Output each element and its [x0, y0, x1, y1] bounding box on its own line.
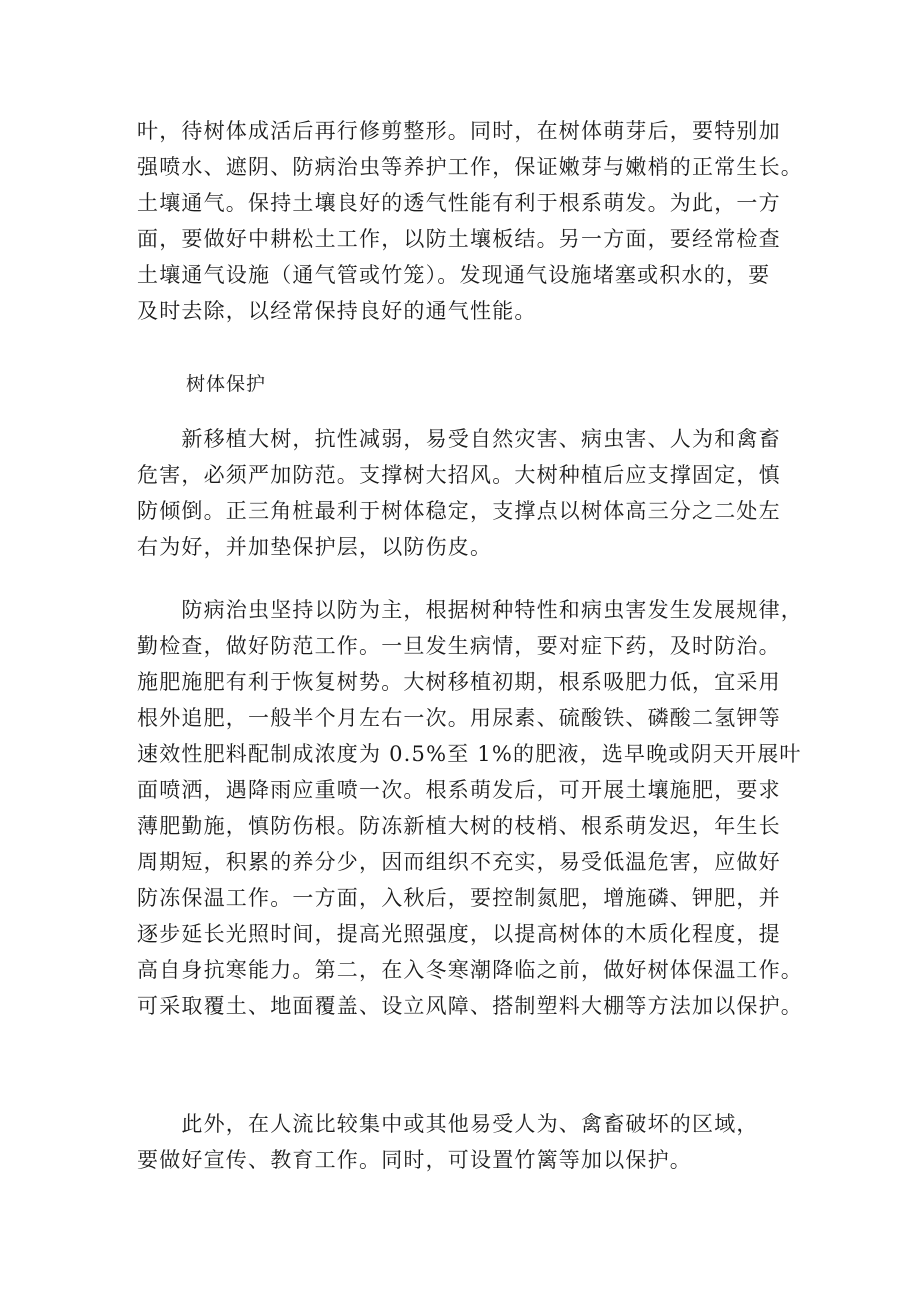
- text-line: 防冻保温工作。一方面，入秋后，要控制氮肥，增施磷、钾肥，并: [137, 886, 781, 910]
- text-line: 危害，必须严加防范。支撑树大招风。大树种植后应支撑固定，慎: [137, 463, 781, 487]
- text-line: 周期短，积累的养分少，因而组织不充实，易受低温危害，应做好: [137, 850, 781, 874]
- text-line: 可采取覆土、地面覆盖、设立风障、搭制塑料大棚等方法加以保护。: [137, 994, 803, 1018]
- text-line: 逐步延长光照时间，提高光照强度，以提高树体的木质化程度，提: [137, 922, 781, 946]
- text-line: 右为好，并加垫保护层，以防伤皮。: [137, 535, 493, 559]
- text-line: 土壤通气设施（通气管或竹笼）。发现通气设施堵塞或积水的，要: [137, 263, 771, 287]
- text-line: 强喷水、遮阴、防病治虫等养护工作，保证嫩芽与嫩梢的正常生长。: [137, 155, 803, 179]
- text-line: 新移植大树，抗性减弱，易受自然灾害、病虫害、人为和禽畜: [137, 427, 781, 451]
- text-line: 防病治虫坚持以防为主，根据树种特性和病虫害发生发展规律，: [137, 598, 803, 622]
- paragraph-tree-support: [137, 421, 817, 565]
- text-line: 及时去除，以经常保持良好的通气性能。: [137, 299, 537, 323]
- text-line: 根外追肥，一般半个月左右一次。用尿素、硫酸铁、磷酸二氢钾等: [137, 706, 781, 730]
- text-line: 防倾倒。正三角桩最利于树体稳定，支撑点以树体高三分之二处左: [137, 499, 781, 523]
- text-line: 面，要做好中耕松土工作，以防土壤板结。另一方面，要经常检查: [137, 227, 781, 251]
- text-line: 施肥施肥有利于恢复树势。大树移植初期，根系吸肥力低，宜采用: [137, 670, 781, 694]
- text-line: 此外，在人流比较集中或其他易受人为、禽畜破坏的区域，: [137, 1112, 759, 1136]
- text-line: 土壤通气。保持土壤良好的透气性能有利于根系萌发。为此，一方: [137, 191, 781, 215]
- text-line: 速效性肥料配制成浓度为 0.5%至 1%的肥液，选早晚或阴天开展叶: [137, 742, 802, 766]
- section-heading: 树体保护: [186, 373, 267, 395]
- text-line: 面喷洒，遇降雨应重喷一次。根系萌发后，可开展土壤施肥，要求: [137, 778, 781, 802]
- text-line: 高自身抗寒能力。第二，在入冬寒潮降临之前，做好树体保温工作。: [137, 958, 803, 982]
- text-line: 叶，待树体成活后再行修剪整形。同时，在树体萌芽后，要特别加: [137, 119, 781, 143]
- text-line: 要做好宣传、教育工作。同时，可设置竹篱等加以保护。: [137, 1148, 692, 1172]
- paragraph-public-protection: [137, 1106, 817, 1178]
- paragraph-soil-aeration: [137, 113, 817, 329]
- text-line: 薄肥勤施，慎防伤根。防冻新植大树的枝梢、根系萌发迟，年生长: [137, 814, 781, 838]
- text-line: 勤检查，做好防范工作。一旦发生病情，要对症下药，及时防治。: [137, 634, 781, 658]
- paragraph-pest-fertilizer-frost: [137, 592, 817, 1024]
